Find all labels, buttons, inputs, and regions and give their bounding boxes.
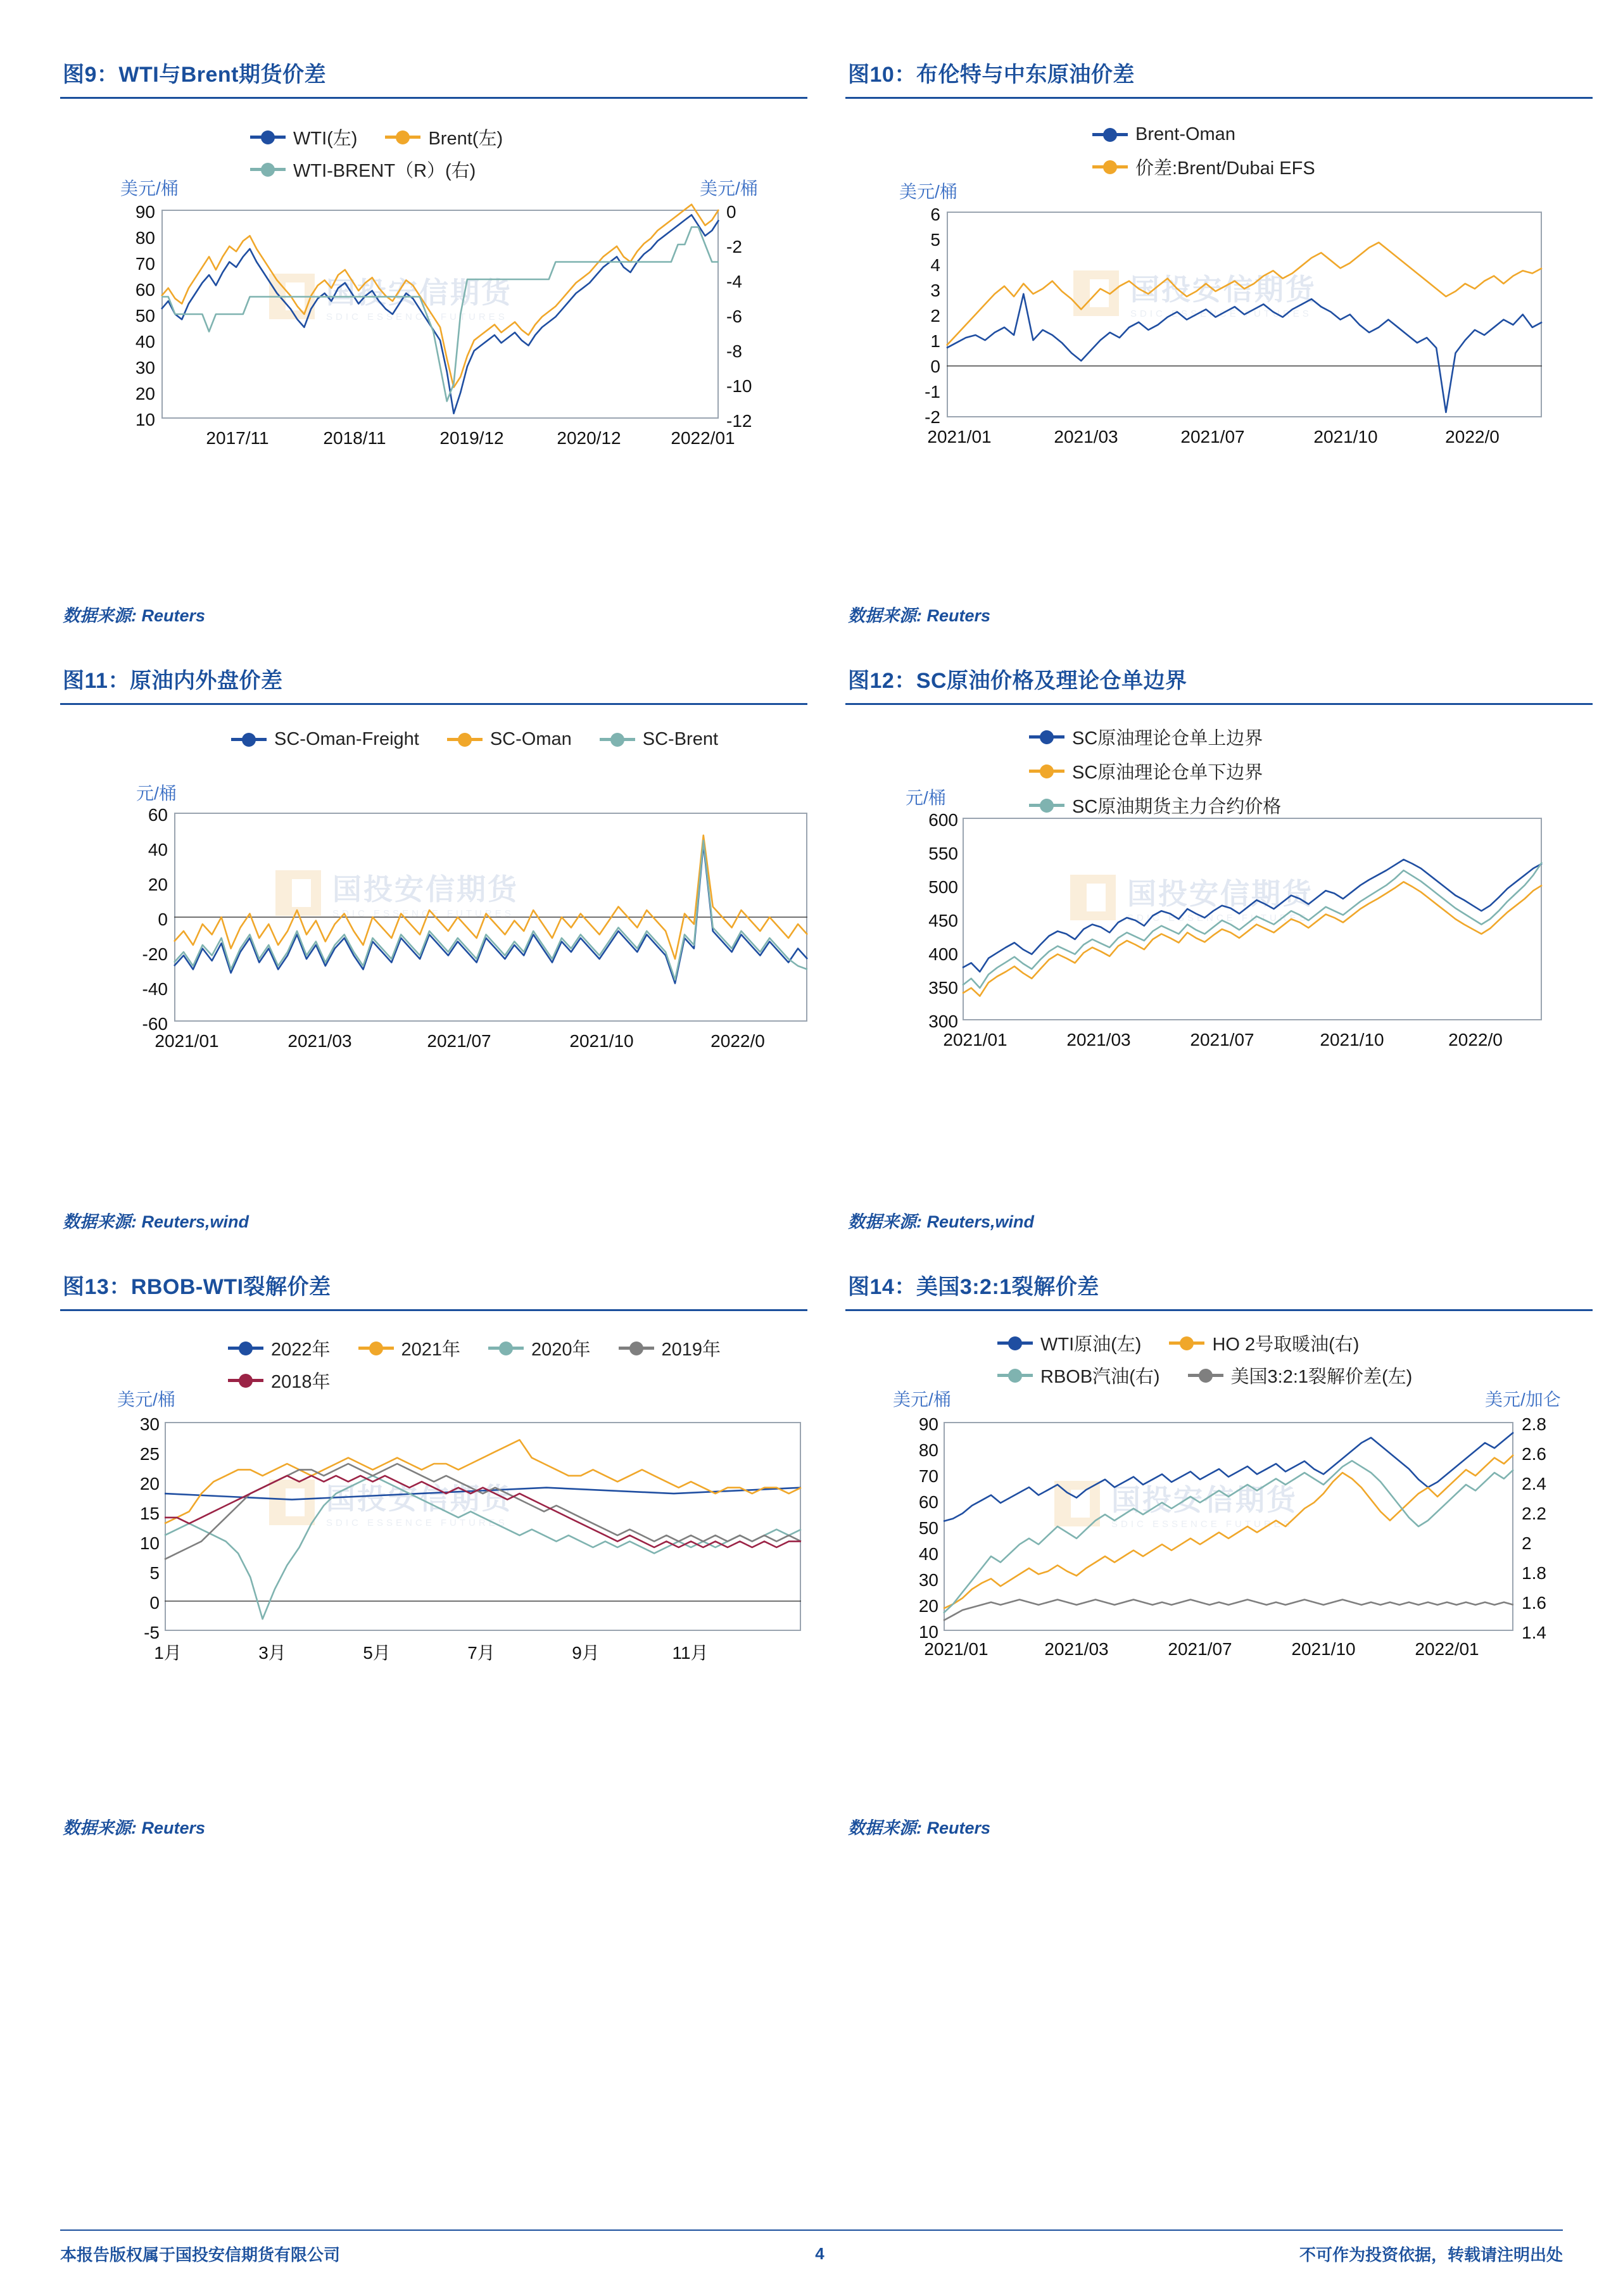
y-axis-unit-left: 美元/桶 (120, 179, 179, 198)
legend-label: 2018年 (271, 1372, 331, 1392)
x-tick: 1月 (154, 1643, 182, 1663)
figure-title-fig13: 图13：RBOB-WTI裂解价差 (60, 1269, 807, 1311)
figure-source-fig10: 数据来源: Reuters (848, 606, 991, 625)
watermark-title: 国投安信期货 (326, 276, 512, 309)
y-tick: 600 (928, 810, 958, 830)
series-lines-fig14 (845, 1311, 1593, 1811)
x-tick: 2021/10 (1313, 427, 1378, 447)
y-tick-right: -8 (726, 341, 742, 361)
legend-label: 2019年 (661, 1340, 721, 1360)
x-tick: 2022/0 (1448, 1030, 1503, 1050)
watermark-sub: SDIC ESSENCE FUTURES (332, 908, 514, 919)
y-tick: -5 (144, 1623, 160, 1642)
y-tick-right: -6 (726, 307, 742, 326)
y-tick: 350 (928, 978, 958, 998)
y-tick: 60 (918, 1492, 938, 1512)
y-tick: 10 (918, 1622, 938, 1642)
y-tick-right: 2.4 (1522, 1474, 1546, 1494)
y-tick: 30 (135, 358, 155, 377)
page-footer (60, 2229, 1563, 2266)
y-tick-right: 2.8 (1522, 1414, 1546, 1434)
y-tick: 25 (139, 1444, 160, 1464)
legend-label: 2020年 (531, 1340, 591, 1360)
y-tick: 90 (135, 202, 155, 222)
y-tick-right: 1.6 (1522, 1593, 1546, 1613)
legend-label: SC原油理论仓单下边界 (1072, 763, 1263, 783)
y-tick: 450 (928, 911, 958, 930)
y-axis-unit-left: 美元/桶 (117, 1390, 175, 1409)
x-tick: 2021/10 (569, 1031, 634, 1051)
figure-panel-fig10 (845, 57, 1593, 663)
series-lines-fig9 (60, 99, 807, 599)
chart-fig12 (845, 705, 1593, 1205)
y-tick: -1 (925, 382, 940, 402)
x-tick: 2021/10 (1291, 1639, 1356, 1659)
y-tick: 400 (928, 944, 958, 964)
y-tick: 1 (930, 331, 940, 351)
y-tick: 0 (158, 910, 168, 929)
y-tick-right: 2.2 (1522, 1504, 1546, 1523)
x-tick: 2021/07 (427, 1031, 491, 1051)
x-tick: 2021/07 (1168, 1639, 1232, 1659)
y-tick: 10 (139, 1533, 160, 1553)
x-tick: 2022/0 (1445, 427, 1500, 447)
watermark-title: 国投安信期货 (332, 873, 519, 906)
y-tick: 0 (930, 357, 940, 376)
legend-label: RBOB汽油(右) (1040, 1367, 1160, 1387)
x-tick: 11月 (672, 1643, 709, 1663)
watermark-title: 国投安信期货 (1130, 273, 1317, 306)
series-lines-fig12 (845, 705, 1593, 1205)
y-tick: 300 (928, 1012, 958, 1031)
y-tick: 3 (930, 281, 940, 300)
page-number: 4 (815, 2244, 824, 2263)
footer-copyright: 本报告版权属于国投安信期货有限公司 (60, 2245, 341, 2264)
y-tick: -20 (142, 944, 168, 964)
y-tick: -2 (925, 407, 940, 427)
x-tick: 2021/07 (1180, 427, 1245, 447)
y-tick: 80 (135, 228, 155, 248)
y-tick: 80 (918, 1440, 938, 1460)
x-tick: 2018/11 (323, 428, 386, 448)
y-tick: 2 (930, 306, 940, 326)
y-tick: 5 (930, 230, 940, 250)
figure-source-fig14: 数据来源: Reuters (848, 1818, 991, 1837)
chart-fig9 (60, 99, 807, 599)
figure-source-fig12: 数据来源: Reuters,wind (848, 1212, 1035, 1231)
x-tick: 2021/03 (1044, 1639, 1109, 1659)
y-tick: 20 (148, 875, 168, 894)
figure-title-fig12: 图12：SC原油价格及理论仓单边界 (845, 663, 1593, 705)
y-axis-unit-left: 美元/桶 (893, 1390, 951, 1409)
watermark-sub: SDIC ESSENCE FUTURES (1111, 1519, 1293, 1530)
figure-panel-fig9 (60, 57, 807, 663)
y-tick: -40 (142, 979, 168, 999)
x-tick: 2017/11 (206, 428, 269, 448)
legend-label: WTI原油(左) (1040, 1335, 1142, 1355)
figure-title-fig10: 图10：布伦特与中东原油价差 (845, 57, 1593, 99)
legend-label: SC原油理论仓单上边界 (1072, 728, 1263, 749)
y-tick-right: -4 (726, 272, 742, 291)
y-tick-right: 1.8 (1522, 1563, 1546, 1583)
figure-panel-fig11 (60, 663, 807, 1269)
chart-fig13 (60, 1311, 807, 1811)
x-tick: 2021/03 (287, 1031, 352, 1051)
y-tick: 5 (149, 1563, 160, 1583)
y-tick-right: -12 (726, 411, 752, 431)
y-tick: 70 (918, 1466, 938, 1486)
chart-fig11 (60, 705, 807, 1205)
series-lines-fig13 (60, 1311, 807, 1811)
watermark-title: 国投安信期货 (326, 1482, 512, 1515)
y-tick: 40 (148, 840, 168, 859)
x-tick: 2022/01 (1415, 1639, 1479, 1659)
y-tick: 90 (918, 1414, 938, 1434)
legend-label: SC-Oman (489, 729, 572, 749)
x-tick: 2022/01 (671, 428, 735, 448)
series-lines-fig10 (845, 99, 1593, 599)
figure-title-fig14: 图14：美国3:2:1裂解价差 (845, 1269, 1593, 1311)
figure-panel-fig12 (845, 663, 1593, 1269)
x-tick: 2021/07 (1190, 1030, 1254, 1050)
y-tick: 50 (918, 1518, 938, 1538)
y-tick: 15 (139, 1504, 160, 1523)
x-tick: 2021/10 (1320, 1030, 1384, 1050)
y-axis-unit-left: 元/桶 (136, 783, 177, 803)
y-tick: 20 (139, 1474, 160, 1494)
watermark-title: 国投安信期货 (1127, 877, 1313, 910)
y-tick: 550 (928, 844, 958, 863)
figure-source-fig9: 数据来源: Reuters (63, 606, 206, 625)
x-tick: 5月 (363, 1643, 391, 1663)
x-tick: 2021/01 (943, 1030, 1007, 1050)
y-tick: 0 (149, 1593, 160, 1613)
x-tick: 2021/03 (1054, 427, 1118, 447)
chart-fig14 (845, 1311, 1593, 1811)
y-tick: 40 (135, 332, 155, 352)
legend-label: Brent-Oman (1135, 124, 1235, 144)
x-tick: 7月 (467, 1643, 495, 1663)
y-tick: 10 (135, 410, 155, 429)
x-tick: 2021/01 (155, 1031, 219, 1051)
y-axis-unit-left: 美元/桶 (899, 182, 957, 201)
legend-label: 价差:Brent/Dubai EFS (1135, 158, 1315, 179)
watermark-sub: SDIC ESSENCE FUTURES (326, 1518, 508, 1528)
y-tick: 50 (135, 306, 155, 326)
x-tick: 2020/12 (557, 428, 621, 448)
x-tick: 9月 (572, 1643, 600, 1663)
y-tick: 6 (930, 205, 940, 224)
y-tick-right: -2 (726, 237, 742, 257)
figure-source-fig13: 数据来源: Reuters (63, 1818, 206, 1837)
figure-source-fig11: 数据来源: Reuters,wind (63, 1212, 249, 1231)
y-tick-right: 0 (726, 202, 736, 222)
y-tick: 500 (928, 877, 958, 897)
legend-label: 2022年 (271, 1340, 331, 1360)
y-tick: 60 (148, 805, 168, 825)
x-tick: 2022/0 (710, 1031, 765, 1051)
y-axis-unit-left: 元/桶 (906, 788, 946, 808)
y-tick: 30 (918, 1570, 938, 1590)
legend-label: WTI(左) (293, 129, 358, 149)
y-tick: 20 (135, 384, 155, 403)
figure-panel-fig14 (845, 1269, 1593, 1875)
legend-label: SC原油期货主力合约价格 (1072, 797, 1282, 817)
figure-panel-fig13 (60, 1269, 807, 1875)
x-tick: 2021/01 (924, 1639, 988, 1659)
watermark-sub: SDIC ESSENCE FUTURES (1127, 913, 1309, 923)
legend-label: 美国3:2:1裂解价差(左) (1230, 1367, 1413, 1387)
watermark-title: 国投安信期货 (1111, 1483, 1298, 1516)
chart-grid (60, 57, 1563, 1875)
y-tick: -60 (142, 1014, 168, 1034)
y-tick: 30 (139, 1414, 160, 1434)
y-tick-right: -10 (726, 376, 752, 396)
watermark-sub: SDIC ESSENCE FUTURES (1130, 308, 1312, 319)
x-tick: 3月 (258, 1643, 286, 1663)
legend-label: WTI-BRENT（R）(右) (293, 161, 476, 181)
y-tick-right: 2 (1522, 1533, 1532, 1553)
y-tick: 60 (135, 280, 155, 300)
watermark-sub: SDIC ESSENCE FUTURES (326, 312, 508, 322)
legend-label: HO 2号取暖油(右) (1212, 1335, 1360, 1355)
chart-fig10 (845, 99, 1593, 599)
y-tick-right: 2.6 (1522, 1444, 1546, 1464)
y-axis-unit-right: 美元/加仑 (1485, 1390, 1561, 1409)
figure-title-fig11: 图11：原油内外盘价差 (60, 663, 807, 705)
x-tick: 2019/12 (439, 428, 504, 448)
y-tick: 4 (930, 255, 940, 275)
legend-label: 2021年 (401, 1340, 461, 1360)
figure-title-fig9: 图9：WTI与Brent期货价差 (60, 57, 807, 99)
y-tick: 40 (918, 1544, 938, 1564)
legend-label: SC-Brent (642, 729, 719, 749)
footer-disclaimer: 不可作为投资依据，转载请注明出处 (1299, 2245, 1563, 2264)
x-tick: 2021/03 (1066, 1030, 1131, 1050)
x-tick: 2021/01 (927, 427, 992, 447)
y-tick: 20 (918, 1596, 938, 1616)
y-tick-right: 1.4 (1522, 1623, 1546, 1642)
legend-label: SC-Oman-Freight (274, 729, 419, 749)
y-axis-unit-right: 美元/桶 (700, 179, 758, 198)
y-tick: 70 (135, 254, 155, 274)
series-lines-fig11 (60, 705, 807, 1205)
legend-label: Brent(左) (428, 129, 503, 149)
